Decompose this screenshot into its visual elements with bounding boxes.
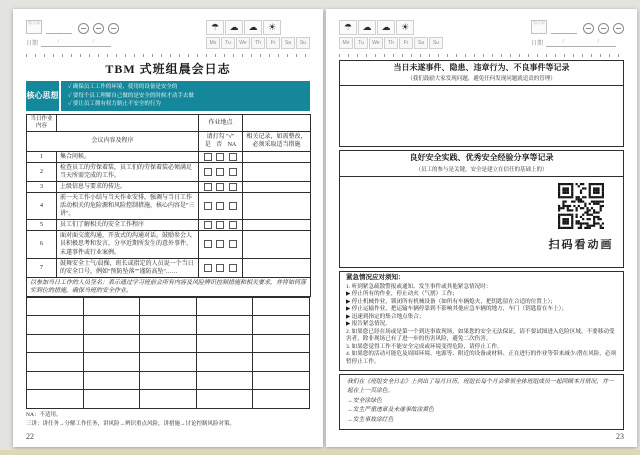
signature-cell[interactable] xyxy=(253,353,310,372)
meeting-row xyxy=(27,231,311,258)
signature-row xyxy=(27,334,310,353)
record-cell[interactable] xyxy=(243,151,311,162)
right-page xyxy=(326,9,637,447)
left-page-header xyxy=(26,20,310,51)
signature-cell[interactable] xyxy=(196,334,253,353)
page-number-left: 22 xyxy=(26,432,34,441)
checkbox[interactable] xyxy=(229,153,237,161)
weekday-cell-fr[interactable]: Fr xyxy=(399,37,413,49)
coloring-intro: 我们在《班组安全日志》上列出了每月日历，班组长每个月会带领全体班组成员一起回顾本月情况，并一起在上一页涂色。 xyxy=(347,378,614,395)
emergency-item: ▶ 停止所有的作业，停止动火（气割）工作； xyxy=(346,291,458,298)
principle-item: ✓ 要让员工拥有权力制止不安全的行为 xyxy=(68,101,161,108)
page-title: TBM 式班组晨会日志 xyxy=(105,62,231,76)
mood-face-icons xyxy=(583,23,624,34)
work-content-label: 当日作业内容 xyxy=(27,114,57,132)
checkbox[interactable] xyxy=(204,240,212,248)
checkbox[interactable] xyxy=(229,264,237,272)
practice-box-subtitle: （员工的参与是关键，安全是建立在信任的基础上的） xyxy=(415,166,548,173)
sun-icon[interactable]: ☀ xyxy=(263,20,281,35)
signature-cell[interactable] xyxy=(83,371,140,390)
face-icon[interactable] xyxy=(78,23,89,34)
weekday-cell-th[interactable]: Th xyxy=(384,37,398,49)
weekday-cell-we[interactable]: We xyxy=(236,37,250,49)
signature-grid xyxy=(26,297,310,409)
date-input-line[interactable] xyxy=(546,38,616,47)
work-content-cell[interactable] xyxy=(57,114,199,132)
checkbox[interactable] xyxy=(204,202,212,210)
emergency-items xyxy=(346,284,617,367)
signature-cell[interactable] xyxy=(83,390,140,409)
scan-edge xyxy=(0,450,640,455)
meeting-row xyxy=(27,192,311,219)
weekday-cell-su[interactable]: Su xyxy=(296,37,310,49)
signature-cell[interactable] xyxy=(196,353,253,372)
face-icon[interactable] xyxy=(598,23,609,34)
row-number: 1 xyxy=(27,151,57,162)
meeting-row xyxy=(27,220,311,231)
tick-option-label: NA xyxy=(227,142,237,149)
weekday-cell-mo[interactable]: Mo xyxy=(206,37,220,49)
records-header: 相关记录，如需整改，必须采取适当措施 xyxy=(243,132,311,151)
emergency-item: 2. 如果您已经在场或是第一个到达事故现场，如果您的安全无法保证，请不要试图进入危险区域，不要移动受害者，除非现场已有了进一步的伤害风险，避免二次伤害。 xyxy=(346,328,615,343)
incident-writing-area[interactable] xyxy=(340,86,623,146)
row-topic: 前一天工作小结与当天作业安排，强调与当日工作活动相关的危险源和风险控制措施，核心内容是"三讲"。 xyxy=(57,192,199,219)
signature-cell[interactable] xyxy=(140,297,197,316)
work-location-cell[interactable] xyxy=(243,114,311,132)
checkbox[interactable] xyxy=(229,221,237,229)
mood-face-icons xyxy=(78,23,119,34)
weekday-selector xyxy=(206,37,310,49)
week-number-box[interactable]: 第几周 xyxy=(26,20,42,34)
practice-writing-area[interactable] xyxy=(340,177,623,267)
row-checkboxes xyxy=(199,258,243,277)
date-input-line[interactable] xyxy=(41,38,111,47)
weekday-selector xyxy=(339,37,443,49)
week-fill-line[interactable] xyxy=(46,23,72,34)
good-practice-box xyxy=(339,150,624,267)
signature-cell[interactable] xyxy=(140,334,197,353)
week-fill-line[interactable] xyxy=(551,23,577,34)
principle-item: ✓ 确保员工工作的环境、使用的设备是安全的 xyxy=(68,84,178,90)
checkbox[interactable] xyxy=(216,153,224,161)
weekday-cell-tu[interactable]: Tu xyxy=(221,37,235,49)
emergency-title: 紧急情况应对须知： xyxy=(346,273,405,281)
checkbox[interactable] xyxy=(216,202,224,210)
row-checkboxes xyxy=(199,192,243,219)
date-slash: / xyxy=(57,39,60,45)
cloud-icon[interactable]: ☁ xyxy=(358,20,376,35)
meeting-log-table xyxy=(26,114,311,297)
signature-row xyxy=(27,371,310,390)
checkbox[interactable] xyxy=(229,202,237,210)
weather-selector xyxy=(206,20,310,35)
row-number: 4 xyxy=(27,192,57,219)
record-cell[interactable] xyxy=(243,220,311,231)
checkbox[interactable] xyxy=(204,183,212,191)
row-topic: 员工们了解相关的安全工作程序 xyxy=(57,220,199,231)
emergency-item: ▶ 迅速到指定的集合地点集合； xyxy=(346,313,425,320)
right-page-header xyxy=(339,20,624,51)
checkbox[interactable] xyxy=(229,240,237,248)
signature-cell[interactable] xyxy=(83,353,140,372)
rain-cloud-icon[interactable]: ☁ xyxy=(377,20,395,35)
signature-cell[interactable] xyxy=(253,371,310,390)
signature-cell[interactable] xyxy=(27,316,84,335)
signature-cell[interactable] xyxy=(140,316,197,335)
tick-header xyxy=(199,132,243,151)
face-icon[interactable] xyxy=(108,23,119,34)
signature-row xyxy=(27,297,310,316)
perforation-line xyxy=(339,53,624,57)
weekday-cell-mo[interactable]: Mo xyxy=(339,37,353,49)
signature-cell[interactable] xyxy=(253,390,310,409)
meeting-row xyxy=(27,151,311,162)
weekday-cell-su[interactable]: Su xyxy=(429,37,443,49)
meeting-row xyxy=(27,258,311,277)
umbrella-icon[interactable]: ☂ xyxy=(206,20,224,35)
signature-cell[interactable] xyxy=(140,390,197,409)
cloud-icon[interactable]: ☁ xyxy=(225,20,243,35)
signature-cell[interactable] xyxy=(196,371,253,390)
checkbox[interactable] xyxy=(229,183,237,191)
signature-cell[interactable] xyxy=(27,334,84,353)
signature-note: 以参加当日工作的人员签名：表示通过学习班前会所有内容及风险辨识控制措施和相关要求，并将如何落实到位的措施，确保当班的安全作业。 xyxy=(27,277,311,296)
signature-cell[interactable] xyxy=(27,371,84,390)
row-checkboxes xyxy=(199,220,243,231)
week-number-box[interactable]: 第几周 xyxy=(531,20,547,34)
coloring-rules xyxy=(347,397,616,426)
checkbox[interactable] xyxy=(204,221,212,229)
coloring-rule: →发生严重违章及未遂事故涂黄色 xyxy=(347,407,434,414)
signature-cell[interactable] xyxy=(196,390,253,409)
core-principles-banner xyxy=(26,81,310,111)
principle-item: ✓ 要每个员工理解自己做的是安全的时候才动手去做 xyxy=(68,92,194,99)
record-cell[interactable] xyxy=(243,231,311,258)
row-number: 2 xyxy=(27,162,57,181)
emergency-item: 4. 如果您的活动可能危及周围环境、电源等、附近的设备或材料、正在进行的作业等带来减少/潜在风险，必须暂停止工作。 xyxy=(346,351,617,366)
checkbox[interactable] xyxy=(229,168,237,176)
footnote-sanjiang: 三讲：讲任务→分解工作任务，讲风险→辨识重点风险，讲措施→讨论控制风险对策。 xyxy=(26,420,236,427)
emergency-item: 3. 如果您觉得工作不能安全完成或环境变得危险，请停止工作。 xyxy=(346,343,503,350)
record-cell[interactable] xyxy=(243,162,311,181)
record-cell[interactable] xyxy=(243,192,311,219)
row-topic: 上级信息与要求的传达。 xyxy=(57,181,199,192)
coloring-rule: →发生事故涂红色 xyxy=(347,416,394,423)
date-label: 日期 xyxy=(531,41,544,47)
signature-cell[interactable] xyxy=(196,297,253,316)
face-icon[interactable] xyxy=(613,23,624,34)
tick-option-label: 否 xyxy=(216,142,223,149)
row-number: 6 xyxy=(27,231,57,258)
signature-cell[interactable] xyxy=(83,316,140,335)
signature-cell[interactable] xyxy=(83,297,140,316)
signature-cell[interactable] xyxy=(253,316,310,335)
left-page xyxy=(13,9,323,447)
emergency-item: ▶ 停止机械作业，锁闭所有机械设备（如所有车辆熄火，把钥匙留在合适的位置上）； xyxy=(346,298,556,305)
weekday-cell-sa[interactable]: Sa xyxy=(414,37,428,49)
signature-cell[interactable] xyxy=(27,390,84,409)
signature-cell[interactable] xyxy=(196,316,253,335)
rain-cloud-icon[interactable]: ☁ xyxy=(244,20,262,35)
weekday-cell-fr[interactable]: Fr xyxy=(266,37,280,49)
checkbox[interactable] xyxy=(216,168,224,176)
procedure-header: 会议内容及程序 xyxy=(27,132,199,151)
checkbox[interactable] xyxy=(204,153,212,161)
row-checkboxes xyxy=(199,181,243,192)
qr-code xyxy=(558,183,604,229)
row-number: 7 xyxy=(27,258,57,277)
incident-box-title: 当日未遂事件、隐患、违章行为、不良事件等记录 xyxy=(393,63,570,72)
record-cell[interactable] xyxy=(243,181,311,192)
weekday-cell-we[interactable]: We xyxy=(369,37,383,49)
checkbox[interactable] xyxy=(216,183,224,191)
emergency-item: 1. 听到紧急疏散警报或通知、发生事件或其他紧急情况时： xyxy=(346,283,492,290)
row-topic: 鼓舞安全士气/晨操，班长或指定的人员说一个当日的安全口号，例如"预防坠落""谨防高坠"…… xyxy=(57,258,199,277)
row-topic: 面对面交流沟通，开放式的沟通对话，鼓励参会人员积极思考和发言，分享近期所发生的意外事件、未遂事件或行业案例。 xyxy=(57,231,199,258)
date-slash: / xyxy=(597,39,600,45)
row-topic: 检查员工的劳保着装，员工们的劳保着装必须满足当天所需完成的工作。 xyxy=(57,162,199,181)
face-icon[interactable] xyxy=(583,23,594,34)
signature-cell[interactable] xyxy=(83,334,140,353)
face-icon[interactable] xyxy=(93,23,104,34)
coloring-rule: →安全涂绿色 xyxy=(347,397,382,404)
weather-selector xyxy=(339,20,443,35)
row-number: 5 xyxy=(27,220,57,231)
date-slash: / xyxy=(562,39,565,45)
tick-option-label: 是 xyxy=(204,142,211,149)
weekday-cell-sa[interactable]: Sa xyxy=(281,37,295,49)
signature-row xyxy=(27,316,310,335)
signature-cell[interactable] xyxy=(27,353,84,372)
footnote-na: NA：不适用。 xyxy=(26,411,62,418)
incident-box-subtitle: （我们鼓励大家发现问题，避免任何发现问题就追责的管理） xyxy=(407,76,556,83)
perforation-line xyxy=(26,53,310,57)
umbrella-icon[interactable]: ☂ xyxy=(339,20,357,35)
signature-row xyxy=(27,353,310,372)
checkbox[interactable] xyxy=(204,168,212,176)
date-label: 日期 xyxy=(26,41,39,47)
meeting-row xyxy=(27,181,311,192)
core-principles-list xyxy=(61,81,310,111)
row-checkboxes xyxy=(199,231,243,258)
signature-cell[interactable] xyxy=(27,297,84,316)
checkbox[interactable] xyxy=(216,240,224,248)
page-number-right: 23 xyxy=(616,432,624,441)
qr-code-label: 扫码看动画 xyxy=(548,238,614,251)
practice-box-title: 良好安全实践、优秀安全经验分享等记录 xyxy=(409,153,554,163)
row-checkboxes xyxy=(199,151,243,162)
emergency-item: ▶ 停止运输作业，把运输车辆停靠到不影响其他应急车辆的地方，车门（钥匙留在车上）； xyxy=(346,306,568,313)
row-topic: 集合问候。 xyxy=(57,151,199,162)
sun-icon[interactable]: ☀ xyxy=(396,20,414,35)
incident-record-box xyxy=(339,60,624,147)
signature-cell[interactable] xyxy=(140,353,197,372)
row-checkboxes xyxy=(199,162,243,181)
work-location-label: 作业地点 xyxy=(199,114,243,132)
weekday-cell-th[interactable]: Th xyxy=(251,37,265,49)
weekday-cell-tu[interactable]: Tu xyxy=(354,37,368,49)
row-number: 3 xyxy=(27,181,57,192)
checkbox[interactable] xyxy=(216,221,224,229)
emergency-item: ▶ 报告紧急情况。 xyxy=(346,321,391,328)
core-principles-label: 核心思想 xyxy=(26,81,59,111)
emergency-instructions-box xyxy=(339,271,624,371)
record-cell[interactable] xyxy=(243,258,311,277)
coloring-rules-box xyxy=(339,374,624,431)
checkbox[interactable] xyxy=(204,264,212,272)
meeting-row xyxy=(27,162,311,181)
tick-header-text: 请打勾 "√" xyxy=(206,134,235,141)
date-slash: / xyxy=(92,39,95,45)
signature-cell[interactable] xyxy=(253,334,310,353)
checkbox[interactable] xyxy=(216,264,224,272)
tick-options xyxy=(202,141,239,149)
signature-cell[interactable] xyxy=(253,297,310,316)
signature-cell[interactable] xyxy=(140,371,197,390)
signature-row xyxy=(27,390,310,409)
